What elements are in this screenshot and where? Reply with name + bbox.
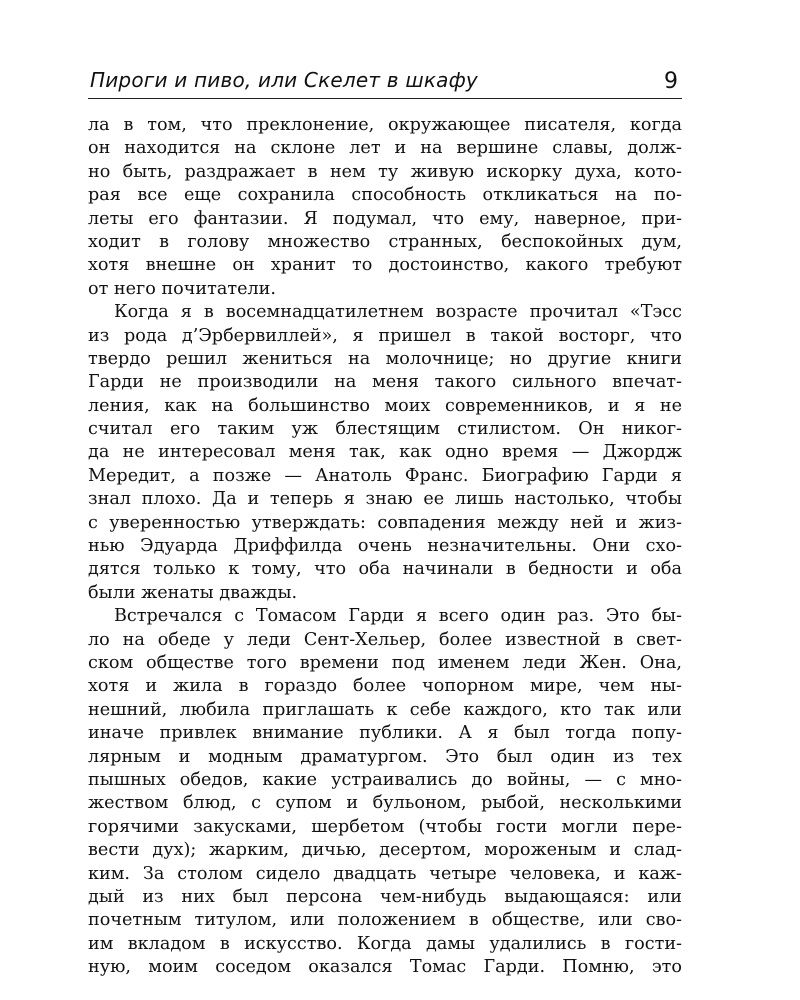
paragraph-2	[88, 301, 682, 605]
text-line: дый из них был персона чем-нибудь выдающаяся: или	[88, 886, 682, 907]
text-line: дятся только к тому, что оба начинали в бедности и оба	[88, 559, 682, 580]
running-header	[88, 64, 682, 99]
paragraph-1	[88, 114, 682, 301]
text-line: почетным титулом, или положением в обществе, или сво-	[88, 910, 682, 931]
text-line: ла в том, что преклонение, окружающее писателя, когда	[88, 115, 682, 135]
text-line: от него почитатели.	[88, 278, 276, 299]
text-line: хотя и жила в гораздо более чопорном мире, чем ны-	[88, 676, 682, 697]
text-line: знал плохо. Да и теперь я знаю ее лишь настолько, чтобы	[88, 489, 682, 510]
text-line: нешний, любила приглашать к себе каждого, кто так или	[88, 699, 682, 720]
text-line: ления, как на большинство моих современников, и я не	[88, 395, 682, 416]
text-line: ло на обеде у леди Сент-Хельер, более известной в свет-	[88, 629, 682, 650]
text-line: были женаты дважды.	[88, 582, 298, 603]
text-line: твердо решил жениться на молочнице; но другие книги	[88, 348, 682, 369]
text-body	[88, 114, 682, 979]
text-line: леты его фантазии. Я подумал, что ему, наверное, при-	[88, 208, 682, 229]
text-line: жеством блюд, с супом и бульоном, рыбой, несколькими	[88, 793, 682, 814]
paragraph-3	[88, 605, 682, 979]
text-line: Мередит, а позже — Анатоль Франс. Биографию Гарди я	[88, 465, 682, 486]
running-title: Пироги и пиво, или Скелет в шкафу	[90, 68, 478, 92]
text-line: но быть, раздражает в нем ту живую искорку духа, кото-	[88, 161, 682, 182]
page-number: 9	[664, 69, 678, 94]
text-line: с уверенностью утверждать: совпадения между ней и жиз-	[88, 512, 682, 533]
text-line: хотя внешне он хранит то достоинство, какого требуют	[88, 255, 682, 276]
text-line: нью Эдуарда Дриффилда очень незначительны. Они схо-	[88, 536, 682, 557]
text-line: да не интересовал меня так, как одно время — Джордж	[88, 442, 682, 463]
text-line: им вкладом в искусство. Когда дамы удалились в гости-	[88, 933, 682, 954]
text-line: ходит в голову множество странных, беспокойных дум,	[88, 231, 682, 252]
text-line: Встречался с Томасом Гарди я всего один раз. Это бы-	[114, 606, 682, 627]
text-line: горячими закусками, шербетом (чтобы гости могли пере-	[88, 816, 682, 837]
text-line: лярным и модным драматургом. Это был один из тех	[88, 746, 682, 767]
text-line: из рода д’Эрбервиллей», я пришел в такой восторг, что	[88, 325, 682, 346]
text-line: пышных обедов, какие устраивались до войны, — с мно-	[88, 769, 682, 790]
text-line: ную, моим соседом оказался Томас Гарди. Помню, это	[88, 957, 682, 978]
text-line: рая все еще сохранила способность откликаться на по-	[88, 185, 682, 206]
text-line: ском обществе того времени под именем леди Жен. Она,	[88, 652, 682, 673]
text-line: ким. За столом сидело двадцать четыре человека, и каж-	[88, 863, 682, 884]
text-line: Когда я в восемнадцатилетнем возрасте прочитал «Тэсс	[114, 302, 682, 323]
text-line: вести дух); жарким, дичью, десертом, мороженым и слад-	[88, 840, 682, 861]
text-line: иначе привлек внимание публики. А я был тогда попу-	[88, 723, 682, 744]
text-line: он находится на склоне лет и на вершине славы, долж-	[88, 138, 682, 159]
text-line: считал его таким уж блестящим стилистом. Он никог-	[88, 419, 682, 440]
text-line: Гарди не производили на меня такого сильного впечат-	[88, 372, 682, 393]
